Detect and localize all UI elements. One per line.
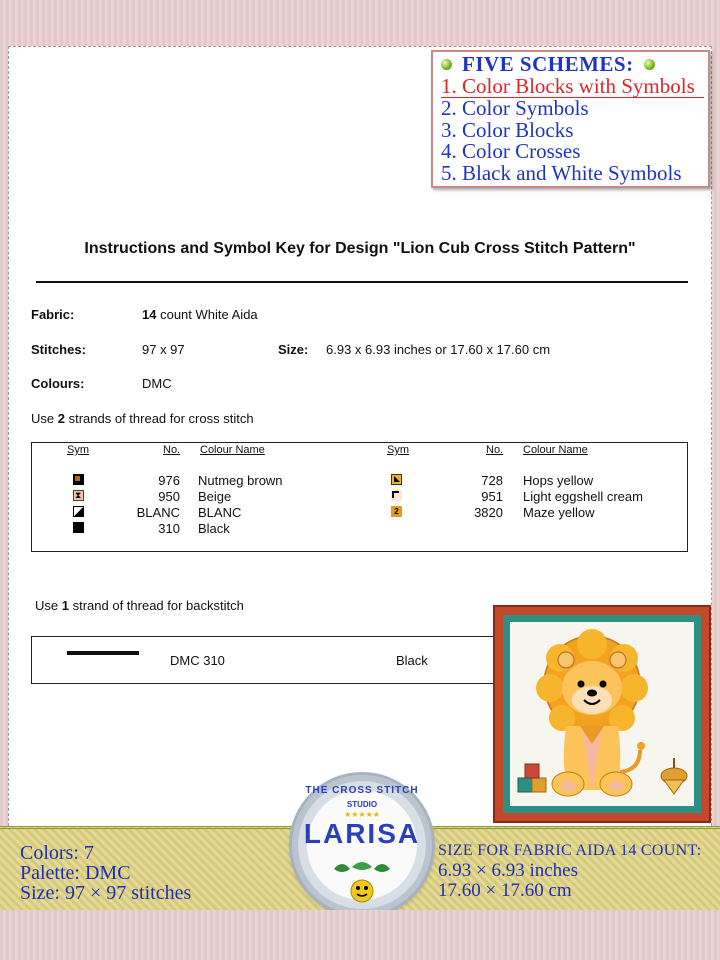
- scheme-item-5[interactable]: 5. Black and White Symbols: [441, 160, 682, 185]
- header-sym-right: Sym: [387, 444, 409, 456]
- schemes-title: FIVE SCHEMES:: [462, 52, 634, 76]
- backstitch-name: Black: [396, 653, 428, 668]
- cross-note-num: 2: [57, 411, 65, 426]
- logo-stars: ★★★★★: [344, 810, 380, 819]
- key-left-name-4: Black: [198, 521, 230, 536]
- schemes-box: [431, 50, 710, 188]
- size-value: 6.93 x 6.93 inches or 17.60 x 17.60 cm: [326, 342, 551, 357]
- bullet-left-icon: [441, 59, 452, 70]
- info-colors: Colors: 7: [20, 842, 94, 864]
- symbol-3820-icon: [391, 506, 402, 517]
- symbol-951-icon: [391, 490, 402, 501]
- logo-name: LARISA: [303, 818, 421, 849]
- bottom-background: [0, 910, 720, 960]
- fabric-label: Fabric:: [31, 307, 75, 322]
- key-right-no-2: 951: [481, 489, 503, 504]
- symbol-950-icon: ⧗: [73, 490, 84, 501]
- symbol-728-icon: [391, 474, 402, 485]
- key-left-name-3: BLANC: [198, 505, 242, 520]
- back-note-pre: Use: [35, 598, 59, 613]
- cross-stitch-note: [31, 411, 254, 426]
- symbol-310-icon: [73, 522, 84, 533]
- scheme-item-3[interactable]: 3. Color Blocks: [441, 117, 574, 142]
- title-rule: [36, 281, 688, 283]
- info-left: [20, 843, 191, 903]
- fabric-type: count White Aida: [160, 307, 258, 322]
- pattern-preview-frame: [493, 605, 711, 823]
- backstitch-code: DMC 310: [170, 653, 225, 668]
- document-title: Instructions and Symbol Key for Design "Lion Cub Cross Stitch Pattern": [84, 240, 636, 257]
- back-note-num: 1: [61, 598, 69, 613]
- symbol-976-icon: [73, 474, 84, 485]
- key-left-name-1: Nutmeg brown: [198, 473, 283, 488]
- symbol-3820-digit: 2: [394, 507, 399, 516]
- lion-cub-illustration: [510, 622, 694, 806]
- colours-value: DMC: [142, 376, 172, 391]
- info-size: Size: 97 × 97 stitches: [20, 882, 192, 904]
- stitches-label: Stitches:: [31, 342, 86, 357]
- size-label: Size:: [278, 342, 309, 357]
- back-note-post: strand of thread for backstitch: [72, 598, 244, 613]
- key-left-no-4: 310: [158, 521, 180, 536]
- logo-ornament-icon: [328, 857, 396, 907]
- info-right: [438, 841, 702, 901]
- header-name-left: Colour Name: [200, 444, 265, 456]
- fabric-count: 14: [142, 307, 157, 322]
- key-left-no-3: BLANC: [136, 505, 180, 520]
- info-fabric-title: SIZE FOR FABRIC AIDA 14 COUNT:: [438, 842, 702, 859]
- preview-canvas: [510, 622, 694, 806]
- key-right-name-1: Hops yellow: [523, 473, 594, 488]
- key-right-name-3: Maze yellow: [523, 505, 595, 520]
- key-right-no-1: 728: [481, 473, 503, 488]
- fabric-value: [142, 307, 258, 322]
- key-left-name-2: Beige: [198, 489, 232, 504]
- header-no-left: No.: [163, 444, 181, 456]
- schemes-header: [441, 54, 708, 76]
- stitches-value: 97 x 97: [142, 342, 185, 357]
- backstitch-line-sample: [67, 651, 139, 655]
- studio-logo: [292, 775, 432, 915]
- key-left-no-1: 976: [158, 473, 180, 488]
- info-cm: 17.60 × 17.60 cm: [438, 880, 572, 901]
- cross-note-pre: Use: [31, 411, 55, 426]
- scheme-item-1[interactable]: 1. Color Blocks with Symbols: [441, 76, 704, 99]
- backstitch-note: [35, 598, 244, 613]
- logo-arc-text: THE CROSS STITCH: [305, 785, 419, 796]
- scheme-item-4[interactable]: 4. Color Crosses: [441, 139, 581, 163]
- logo-studio-text: STUDIO: [346, 800, 378, 809]
- symbol-blanc-icon: [73, 506, 84, 517]
- colours-label: Colours:: [31, 376, 85, 391]
- scheme-item-2[interactable]: 2. Color Symbols: [441, 96, 589, 120]
- key-right-name-2: Light eggshell cream: [523, 489, 643, 504]
- header-sym-left: Sym: [67, 444, 89, 456]
- key-left-no-2: 950: [158, 489, 180, 504]
- info-palette: Palette: DMC: [20, 862, 131, 884]
- backstitch-table: [31, 636, 511, 684]
- key-right-no-3: 3820: [474, 505, 503, 520]
- header-no-right: No.: [486, 444, 504, 456]
- bullet-right-icon: [644, 59, 655, 70]
- info-inches: 6.93 × 6.93 inches: [438, 860, 579, 881]
- cross-note-post: strands of thread for cross stitch: [68, 411, 254, 426]
- header-name-right: Colour Name: [523, 444, 588, 456]
